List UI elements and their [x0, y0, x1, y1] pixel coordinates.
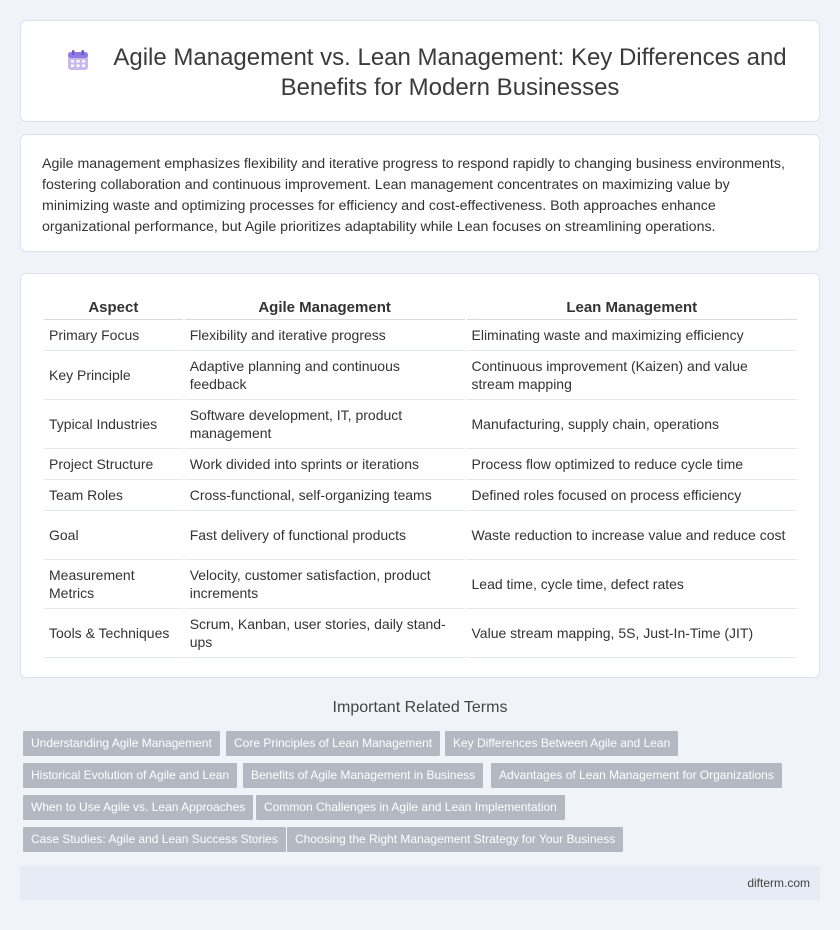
cell-lean: Waste reduction to increase value and reduce cost: [467, 511, 798, 560]
cell-lean: Process flow optimized to reduce cycle time: [467, 449, 798, 480]
intro-paragraph: Agile management emphasizes flexibility and iterative progress to respond rapidly to changing business environments, fostering collaboration and continuous improvement. Lean management concentrates on maximizing value by minimizing waste and optimizing processes for efficiency and cost-effectiveness. Both approaches enhance organizational performance, but Agile prioritizes adaptability while Lean focuses on streamlining operations.: [42, 156, 785, 235]
table-row: [44, 449, 797, 480]
intro-card: [20, 134, 820, 252]
cell-aspect: Goal: [44, 511, 183, 560]
cell-aspect: Measurement Metrics: [44, 560, 183, 609]
cell-agile: Fast delivery of functional products: [185, 511, 465, 560]
table-row: [44, 560, 797, 609]
header-agile: Agile Management: [185, 294, 465, 320]
related-term-link[interactable]: Benefits of Agile Management in Business: [243, 763, 483, 788]
cell-agile: Velocity, customer satisfaction, product increments: [185, 560, 465, 609]
cell-lean: Lead time, cycle time, defect rates: [467, 560, 798, 609]
page-title: Agile Management vs. Lean Management: Key Differences and Benefits for Modern Businesses: [113, 44, 787, 101]
table-row: [44, 400, 797, 449]
cell-lean: Defined roles focused on process efficiency: [467, 480, 798, 511]
table-row: [44, 351, 797, 400]
title-card: [20, 20, 820, 122]
cell-agile: Flexibility and iterative progress: [185, 320, 465, 351]
cell-lean: Eliminating waste and maximizing efficiency: [467, 320, 798, 351]
related-term-link[interactable]: When to Use Agile vs. Lean Approaches: [23, 795, 253, 820]
related-terms-heading: Important Related Terms: [332, 699, 508, 716]
comparison-table: [42, 294, 799, 658]
table-header-row: [44, 294, 797, 320]
related-term-link[interactable]: Historical Evolution of Agile and Lean: [23, 763, 237, 788]
related-term-link[interactable]: Choosing the Right Management Strategy for Your Business: [287, 827, 623, 852]
cell-lean: Value stream mapping, 5S, Just-In-Time (JIT): [467, 609, 798, 658]
related-term-link[interactable]: Common Challenges in Agile and Lean Implementation: [256, 795, 565, 820]
cell-agile: Adaptive planning and continuous feedback: [185, 351, 465, 400]
header-lean: Lean Management: [467, 294, 798, 320]
cell-aspect: Primary Focus: [44, 320, 183, 351]
cell-agile: Cross-functional, self-organizing teams: [185, 480, 465, 511]
table-row: [44, 609, 797, 658]
comparison-card: [20, 273, 820, 678]
table-row: [44, 511, 797, 560]
cell-aspect: Key Principle: [44, 351, 183, 400]
related-term-link[interactable]: Case Studies: Agile and Lean Success Stories: [23, 827, 286, 852]
table-row: [44, 480, 797, 511]
cell-lean: Continuous improvement (Kaizen) and value stream mapping: [467, 351, 798, 400]
footer-site-name: difterm.com: [747, 876, 810, 890]
cell-aspect: Typical Industries: [44, 400, 183, 449]
header-aspect: Aspect: [44, 294, 183, 320]
related-term-link[interactable]: Key Differences Between Agile and Lean: [445, 731, 678, 756]
cell-agile: Scrum, Kanban, user stories, daily stand-ups: [185, 609, 465, 658]
cell-aspect: Team Roles: [44, 480, 183, 511]
cell-aspect: Tools & Techniques: [44, 609, 183, 658]
related-term-link[interactable]: Understanding Agile Management: [23, 731, 220, 756]
cell-lean: Manufacturing, supply chain, operations: [467, 400, 798, 449]
cell-agile: Software development, IT, product management: [185, 400, 465, 449]
cell-agile: Work divided into sprints or iterations: [185, 449, 465, 480]
related-term-link[interactable]: Advantages of Lean Management for Organizations: [491, 763, 782, 788]
cell-aspect: Project Structure: [44, 449, 183, 480]
table-row: [44, 320, 797, 351]
related-term-link[interactable]: Core Principles of Lean Management: [226, 731, 440, 756]
footer: [20, 866, 820, 900]
